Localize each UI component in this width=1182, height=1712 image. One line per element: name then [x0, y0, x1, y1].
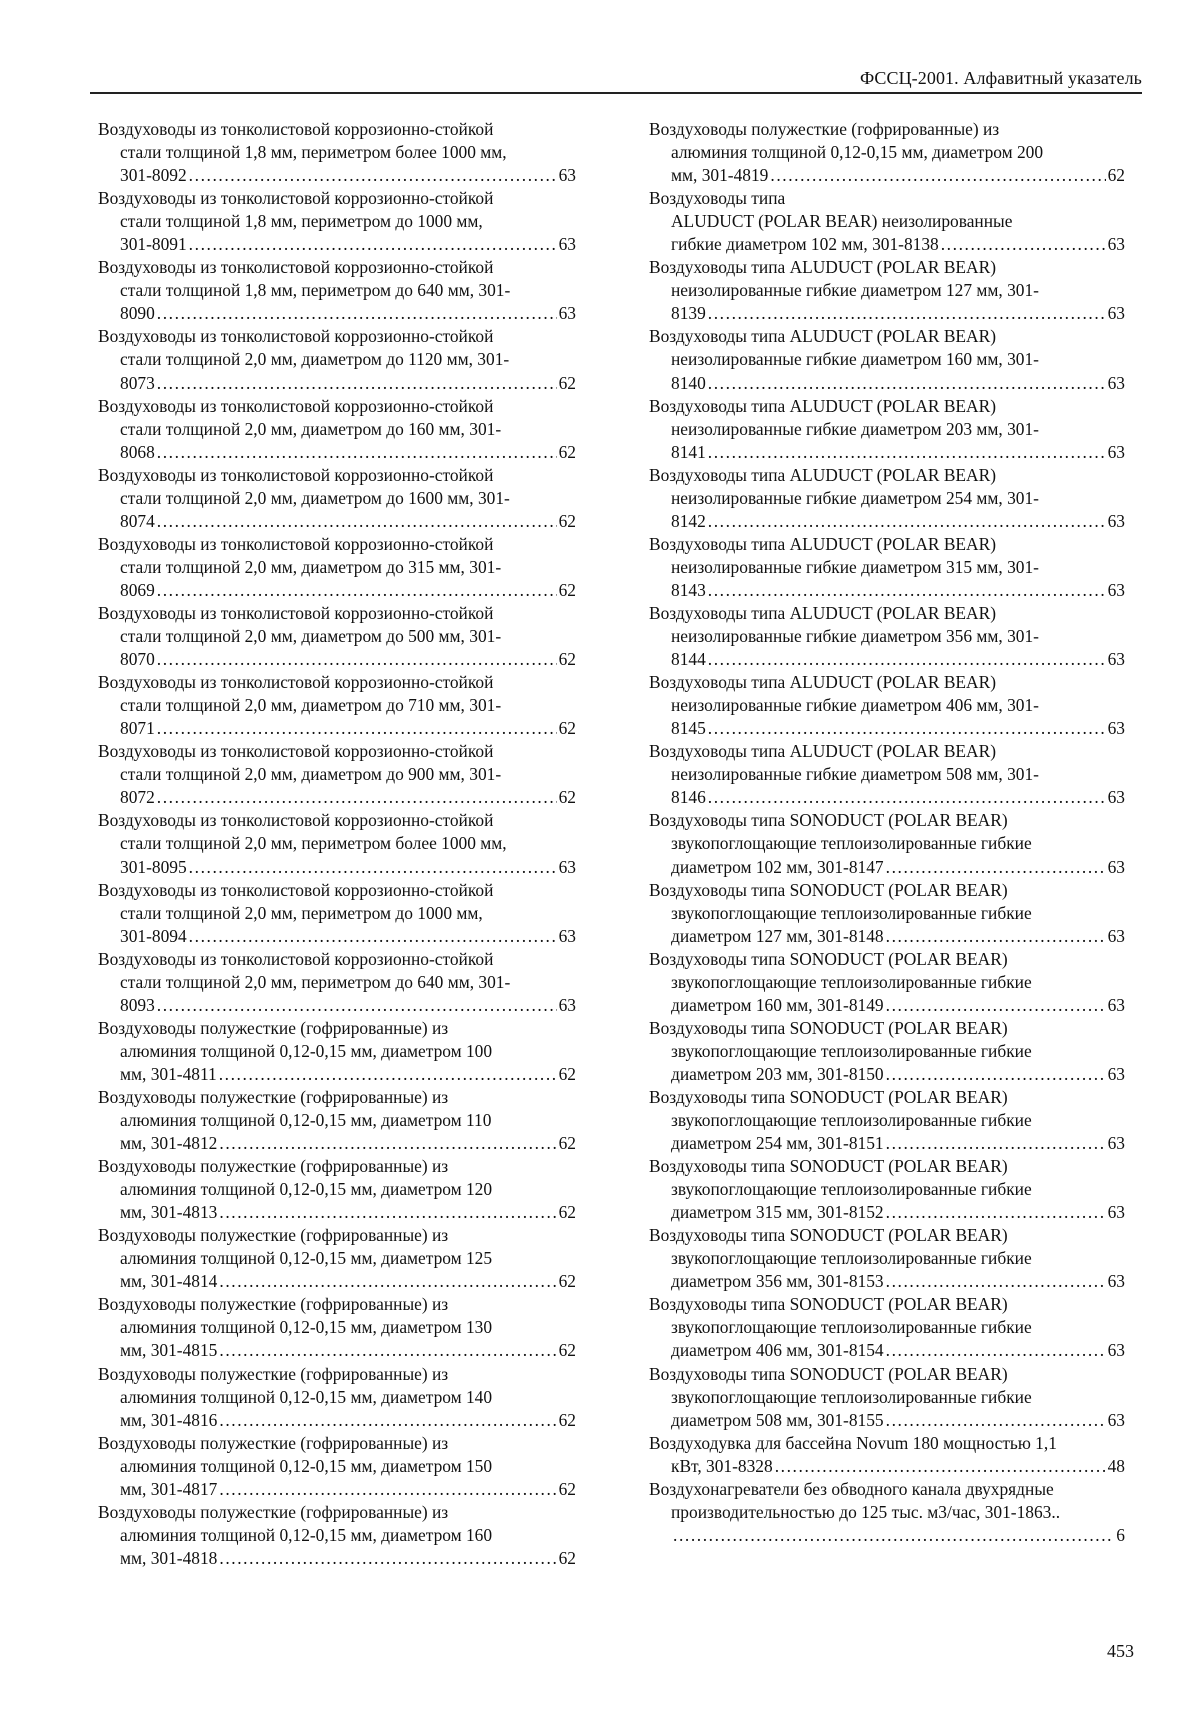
index-entry: [649, 1224, 1125, 1293]
dot-leader: [708, 372, 1106, 395]
entry-page-ref: 63: [1107, 1409, 1125, 1430]
entry-page-ref: 63: [1107, 649, 1125, 670]
entry-leader-line: [649, 1270, 1125, 1293]
entry-page-ref: 62: [1107, 165, 1125, 186]
entry-page-ref: 62: [558, 1409, 576, 1430]
index-entry: [98, 256, 576, 325]
entry-continuation: стали толщиной 1,8 мм, периметром более 1000 мм,: [120, 142, 507, 163]
index-entry: [649, 740, 1125, 809]
entry-heading: Воздухонагреватели без обводного канала двухрядные: [649, 1478, 1054, 1499]
entry-heading: Воздуховоды типа SONODUCT (POLAR BEAR): [649, 1225, 1008, 1246]
entry-page-ref: 63: [1107, 372, 1125, 393]
entry-continuation: стали толщиной 2,0 мм, диаметром до 1600 мм, 301-: [120, 487, 510, 508]
entry-page-ref: 63: [1107, 303, 1125, 324]
entry-continuation: алюминия толщиной 0,12-0,15 мм, диаметром 140: [120, 1386, 493, 1407]
entry-continuation: алюминия толщиной 0,12-0,15 мм, диаметром 160: [120, 1524, 493, 1545]
index-entry: [649, 187, 1125, 256]
entry-leader-line: [98, 579, 576, 602]
entry-code: 8143: [671, 579, 706, 600]
entry-code: 8074: [120, 510, 155, 531]
entry-continuation: звукопоглощающие теплоизолированные гибкие: [671, 902, 1032, 923]
entry-continuation: звукопоглощающие теплоизолированные гибкие: [671, 1248, 1032, 1269]
entry-continuation: стали толщиной 2,0 мм, диаметром до 900 мм, 301-: [120, 764, 502, 785]
entry-page-ref: 63: [558, 925, 576, 946]
entry-heading: Воздуховоды из тонколистовой коррозионно-стойкой: [98, 326, 494, 347]
entry-page-ref: 62: [558, 372, 576, 393]
entry-page-ref: 62: [558, 1202, 576, 1223]
index-entry: [98, 1432, 576, 1501]
entry-leader-line: [649, 1063, 1125, 1086]
entry-code: мм, 301-4811: [120, 1063, 217, 1084]
entry-continuation: звукопоглощающие теплоизолированные гибкие: [671, 1386, 1032, 1407]
entry-leader-line: [98, 1201, 576, 1224]
entry-continuation: алюминия толщиной 0,12-0,15 мм, диаметром 125: [120, 1248, 493, 1269]
entry-continuation: звукопоглощающие теплоизолированные гибкие: [671, 1317, 1032, 1338]
entry-code: 8071: [120, 718, 155, 739]
entry-code: диаметром 102 мм, 301-8147: [671, 856, 884, 877]
entry-leader-line: [98, 994, 576, 1017]
entry-heading: Воздуховоды полужесткие (гофрированные) из: [98, 1017, 449, 1038]
entry-heading: Воздуховоды типа ALUDUCT (POLAR BEAR): [649, 326, 997, 347]
entry-page-ref: 62: [558, 1478, 576, 1499]
entry-heading: Воздуховоды типа ALUDUCT (POLAR BEAR): [649, 672, 997, 693]
entry-continuation: стали толщиной 2,0 мм, периметром до 1000 мм,: [120, 902, 483, 923]
dot-leader: [673, 1524, 1114, 1547]
index-entry: [649, 1363, 1125, 1432]
dot-leader: [219, 1201, 556, 1224]
entry-code: 8093: [120, 994, 155, 1015]
entry-heading: Воздуховоды типа SONODUCT (POLAR BEAR): [649, 1294, 1008, 1315]
entry-leader-line: [649, 1524, 1125, 1547]
entry-continuation: неизолированные гибкие диаметром 508 мм, 301-: [671, 764, 1039, 785]
entry-continuation: стали толщиной 2,0 мм, диаметром до 500 мм, 301-: [120, 626, 502, 647]
entry-heading: Воздуховоды типа SONODUCT (POLAR BEAR): [649, 1156, 1008, 1177]
entry-code: диаметром 315 мм, 301-8152: [671, 1202, 884, 1223]
entry-heading: Воздуховоды полужесткие (гофрированные) из: [98, 1225, 449, 1246]
index-column-right: [649, 118, 1125, 1547]
entry-heading: Воздуховоды полужесткие (гофрированные) из: [98, 1156, 449, 1177]
entry-continuation: неизолированные гибкие диаметром 356 мм, 301-: [671, 626, 1039, 647]
dot-leader: [886, 1201, 1106, 1224]
entry-leader-line: [649, 510, 1125, 533]
dot-leader: [219, 1270, 556, 1293]
index-entry: [98, 395, 576, 464]
entry-leader-line: [98, 1132, 576, 1155]
dot-leader: [219, 1409, 556, 1432]
entry-continuation: стали толщиной 2,0 мм, периметром до 640 мм, 301-: [120, 971, 511, 992]
index-entry: [98, 740, 576, 809]
entry-leader-line: [649, 1455, 1125, 1478]
entry-heading: Воздуховоды типа SONODUCT (POLAR BEAR): [649, 1017, 1008, 1038]
entry-leader-line: [98, 1270, 576, 1293]
index-entry: [649, 464, 1125, 533]
entry-code: диаметром 160 мм, 301-8149: [671, 994, 884, 1015]
entry-code: мм, 301-4815: [120, 1340, 218, 1361]
dot-leader: [886, 1132, 1106, 1155]
index-entry: [98, 1155, 576, 1224]
entry-code: 8072: [120, 787, 155, 808]
entry-continuation: неизолированные гибкие диаметром 127 мм, 301-: [671, 280, 1039, 301]
dot-leader: [886, 1409, 1106, 1432]
index-entry: [98, 1293, 576, 1362]
dot-leader: [708, 441, 1106, 464]
entry-heading: Воздуховоды полужесткие (гофрированные) из: [98, 1432, 449, 1453]
index-entry: [98, 1363, 576, 1432]
entry-heading: Воздуховоды полужесткие (гофрированные) из: [98, 1086, 449, 1107]
entry-leader-line: [98, 1339, 576, 1362]
index-entry: [98, 533, 576, 602]
entry-continuation: неизолированные гибкие диаметром 160 мм, 301-: [671, 349, 1039, 370]
dot-leader: [941, 233, 1106, 256]
index-entry: [98, 602, 576, 671]
entry-page-ref: 63: [1107, 579, 1125, 600]
entry-page-ref: 63: [1107, 718, 1125, 739]
entry-heading: Воздуховоды типа ALUDUCT (POLAR BEAR): [649, 741, 997, 762]
entry-leader-line: [649, 1201, 1125, 1224]
dot-leader: [157, 786, 557, 809]
header-rule: [90, 92, 1142, 94]
entry-page-ref: 62: [558, 787, 576, 808]
dot-leader: [219, 1132, 556, 1155]
index-entry: [649, 809, 1125, 878]
dot-leader: [219, 1547, 556, 1570]
dot-leader: [157, 994, 557, 1017]
entry-heading: Воздуховоды из тонколистовой коррозионно-стойкой: [98, 879, 494, 900]
dot-leader: [708, 717, 1106, 740]
index-entry: [649, 325, 1125, 394]
entry-continuation: звукопоглощающие теплоизолированные гибкие: [671, 1179, 1032, 1200]
entry-page-ref: 63: [1107, 925, 1125, 946]
entry-continuation: стали толщиной 2,0 мм, диаметром до 710 мм, 301-: [120, 695, 502, 716]
entry-continuation: алюминия толщиной 0,12-0,15 мм, диаметром 130: [120, 1317, 493, 1338]
entry-leader-line: [98, 441, 576, 464]
entry-leader-line: [649, 441, 1125, 464]
index-entry: [98, 118, 576, 187]
entry-heading: Воздуховоды из тонколистовой коррозионно-стойкой: [98, 672, 494, 693]
dot-leader: [886, 1270, 1106, 1293]
dot-leader: [886, 856, 1106, 879]
entry-code: мм, 301-4812: [120, 1133, 218, 1154]
running-header: ФССЦ-2001. Алфавитный указатель: [860, 68, 1142, 88]
index-entry: [649, 533, 1125, 602]
entry-page-ref: 62: [558, 718, 576, 739]
entry-code: мм, 301-4816: [120, 1409, 218, 1430]
index-entry: [649, 118, 1125, 187]
entry-heading: Воздуховоды типа ALUDUCT (POLAR BEAR): [649, 464, 997, 485]
entry-code: 301-8095: [120, 856, 187, 877]
entry-page-ref: 6: [1116, 1524, 1125, 1545]
dot-leader: [189, 164, 557, 187]
index-entry: [98, 1017, 576, 1086]
entry-leader-line: [98, 1547, 576, 1570]
entry-leader-line: [649, 856, 1125, 879]
entry-leader-line: [98, 717, 576, 740]
entry-page-ref: 62: [558, 1547, 576, 1568]
entry-code: мм, 301-4814: [120, 1271, 218, 1292]
entry-continuation: стали толщиной 2,0 мм, периметром более 1000 мм,: [120, 833, 507, 854]
entry-heading: Воздуховоды из тонколистовой коррозионно-стойкой: [98, 948, 494, 969]
entry-page-ref: 63: [1107, 1340, 1125, 1361]
entry-page-ref: 62: [558, 649, 576, 670]
entry-heading: Воздуховоды полужесткие (гофрированные) из: [649, 119, 1000, 139]
entry-code: диаметром 254 мм, 301-8151: [671, 1133, 884, 1154]
index-entry: [98, 1224, 576, 1293]
entry-continuation: звукопоглощающие теплоизолированные гибкие: [671, 833, 1032, 854]
entry-code: 8073: [120, 372, 155, 393]
entry-heading: Воздуховоды из тонколистовой коррозионно-стойкой: [98, 741, 494, 762]
entry-page-ref: 62: [558, 510, 576, 531]
entry-code: 301-8094: [120, 925, 187, 946]
entry-code: диаметром 356 мм, 301-8153: [671, 1271, 884, 1292]
entry-leader-line: [649, 302, 1125, 325]
entry-leader-line: [98, 164, 576, 187]
dot-leader: [708, 648, 1106, 671]
entry-heading: Воздуховоды из тонколистовой коррозионно-стойкой: [98, 257, 494, 278]
dot-leader: [708, 579, 1106, 602]
entry-code: мм, 301-4818: [120, 1547, 218, 1568]
index-entry: [98, 187, 576, 256]
entry-heading: Воздуховоды типа ALUDUCT (POLAR BEAR): [649, 602, 997, 623]
entry-continuation: стали толщиной 2,0 мм, диаметром до 315 мм, 301-: [120, 556, 502, 577]
entry-continuation: неизолированные гибкие диаметром 315 мм, 301-: [671, 556, 1039, 577]
entry-heading: Воздуховоды из тонколистовой коррозионно-стойкой: [98, 810, 494, 831]
dot-leader: [708, 510, 1106, 533]
entry-leader-line: [649, 164, 1125, 187]
entry-continuation: неизолированные гибкие диаметром 203 мм, 301-: [671, 418, 1039, 439]
entry-heading: Воздуховоды из тонколистовой коррозионно-стойкой: [98, 119, 494, 139]
index-entry: [649, 256, 1125, 325]
entry-page-ref: 62: [558, 1063, 576, 1084]
entry-code: гибкие диаметром 102 мм, 301-8138: [671, 234, 939, 255]
entry-continuation: алюминия толщиной 0,12-0,15 мм, диаметром 100: [120, 1040, 493, 1061]
dot-leader: [708, 786, 1106, 809]
index-entry: [649, 1432, 1125, 1478]
entry-heading: Воздуховоды типа ALUDUCT (POLAR BEAR): [649, 533, 997, 554]
entry-leader-line: [649, 717, 1125, 740]
index-entry: [98, 671, 576, 740]
entry-code: 8146: [671, 787, 706, 808]
index-entry: [98, 879, 576, 948]
entry-page-ref: 63: [1107, 510, 1125, 531]
page-number: 453: [1107, 1641, 1134, 1661]
index-entry: [649, 948, 1125, 1017]
index-column-left: [98, 118, 576, 1570]
dot-leader: [219, 1339, 556, 1362]
entry-heading: Воздуховоды из тонколистовой коррозионно-стойкой: [98, 533, 494, 554]
dot-leader: [157, 648, 557, 671]
entry-code: 8142: [671, 510, 706, 531]
entry-heading: Воздуховоды типа SONODUCT (POLAR BEAR): [649, 1363, 1008, 1384]
entry-page-ref: 63: [1107, 1202, 1125, 1223]
entry-page-ref: 63: [1107, 787, 1125, 808]
entry-code: 8139: [671, 303, 706, 324]
entry-page-ref: 63: [1107, 994, 1125, 1015]
dot-leader: [157, 372, 557, 395]
entry-leader-line: [649, 372, 1125, 395]
index-entry: [98, 464, 576, 533]
entry-leader-line: [649, 786, 1125, 809]
entry-continuation: стали толщиной 2,0 мм, диаметром до 1120 мм, 301-: [120, 349, 510, 370]
entry-page-ref: 62: [558, 1271, 576, 1292]
entry-code: диаметром 127 мм, 301-8148: [671, 925, 884, 946]
entry-code: 8144: [671, 649, 706, 670]
dot-leader: [708, 302, 1106, 325]
entry-heading: Воздуховоды типа SONODUCT (POLAR BEAR): [649, 810, 1008, 831]
entry-page-ref: 63: [1107, 441, 1125, 462]
entry-page-ref: 63: [558, 165, 576, 186]
entry-continuation: неизолированные гибкие диаметром 406 мм, 301-: [671, 695, 1039, 716]
dot-leader: [886, 1339, 1106, 1362]
index-entry: [649, 1155, 1125, 1224]
entry-page-ref: 63: [1107, 1133, 1125, 1154]
entry-continuation: звукопоглощающие теплоизолированные гибкие: [671, 1110, 1032, 1131]
entry-code: диаметром 203 мм, 301-8150: [671, 1063, 884, 1084]
dot-leader: [886, 925, 1106, 948]
dot-leader: [157, 579, 557, 602]
dot-leader: [189, 233, 557, 256]
dot-leader: [189, 856, 557, 879]
entry-page-ref: 62: [558, 1340, 576, 1361]
entry-leader-line: [98, 233, 576, 256]
entry-page-ref: 63: [1107, 856, 1125, 877]
entry-page-ref: 48: [1107, 1455, 1125, 1476]
entry-leader-line: [649, 925, 1125, 948]
entry-code: 8141: [671, 441, 706, 462]
entry-code: диаметром 406 мм, 301-8154: [671, 1340, 884, 1361]
entry-code: мм, 301-4819: [671, 165, 769, 186]
entry-code: мм, 301-4813: [120, 1202, 218, 1223]
entry-page-ref: 63: [558, 303, 576, 324]
index-entry: [649, 879, 1125, 948]
entry-continuation: алюминия толщиной 0,12-0,15 мм, диаметром 120: [120, 1179, 493, 1200]
entry-continuation: стали толщиной 1,8 мм, периметром до 640 мм, 301-: [120, 280, 511, 301]
entry-heading: Воздуховоды полужесткие (гофрированные) из: [98, 1294, 449, 1315]
entry-heading: Воздуховоды из тонколистовой коррозионно-стойкой: [98, 188, 494, 209]
entry-leader-line: [98, 1478, 576, 1501]
entry-page-ref: 63: [558, 994, 576, 1015]
dot-leader: [157, 717, 557, 740]
entry-page-ref: 62: [558, 1133, 576, 1154]
entry-code: мм, 301-4817: [120, 1478, 218, 1499]
entry-page-ref: 63: [558, 234, 576, 255]
entry-heading: Воздуховоды типа SONODUCT (POLAR BEAR): [649, 1086, 1008, 1107]
entry-leader-line: [649, 1132, 1125, 1155]
entry-leader-line: [98, 856, 576, 879]
entry-continuation: ALUDUCT (POLAR BEAR) неизолированные: [671, 211, 1013, 232]
dot-leader: [886, 1063, 1106, 1086]
entry-leader-line: [98, 648, 576, 671]
entry-leader-line: [98, 1063, 576, 1086]
dot-leader: [189, 925, 557, 948]
index-entry: [649, 602, 1125, 671]
entry-page-ref: 63: [1107, 1063, 1125, 1084]
entry-heading: Воздуховоды полужесткие (гофрированные) из: [98, 1363, 449, 1384]
entry-page-ref: 62: [558, 441, 576, 462]
entry-page-ref: 62: [558, 579, 576, 600]
entry-continuation: алюминия толщиной 0,12-0,15 мм, диаметром 200: [671, 142, 1044, 163]
index-entry: [649, 671, 1125, 740]
entry-heading: Воздуховоды из тонколистовой коррозионно-стойкой: [98, 464, 494, 485]
entry-leader-line: [98, 1409, 576, 1432]
dot-leader: [157, 510, 557, 533]
entry-leader-line: [649, 233, 1125, 256]
entry-heading: Воздуховоды полужесткие (гофрированные) из: [98, 1501, 449, 1522]
index-entry: [98, 325, 576, 394]
index-entry: [649, 1293, 1125, 1362]
entry-page-ref: 63: [1107, 1271, 1125, 1292]
index-entry: [649, 1017, 1125, 1086]
entry-continuation: алюминия толщиной 0,12-0,15 мм, диаметром 110: [120, 1110, 492, 1131]
entry-page-ref: 63: [558, 856, 576, 877]
index-entry: [98, 1086, 576, 1155]
index-entry: [98, 809, 576, 878]
entry-page-ref: 63: [1107, 234, 1125, 255]
entry-code: 301-8091: [120, 234, 187, 255]
entry-continuation: производительностью до 125 тыс. м3/час, 301-1863..: [671, 1501, 1061, 1522]
entry-heading: Воздуховоды типа SONODUCT (POLAR BEAR): [649, 948, 1008, 969]
entry-continuation: звукопоглощающие теплоизолированные гибкие: [671, 971, 1032, 992]
entry-heading: Воздуходувка для бассейна Novum 180 мощностью 1,1: [649, 1432, 1057, 1453]
entry-leader-line: [649, 994, 1125, 1017]
dot-leader: [219, 1063, 557, 1086]
entry-heading: Воздуховоды типа ALUDUCT (POLAR BEAR): [649, 257, 997, 278]
entry-code: кВт, 301-8328: [671, 1455, 773, 1476]
dot-leader: [775, 1455, 1106, 1478]
index-entry: [649, 395, 1125, 464]
entry-leader-line: [98, 786, 576, 809]
dot-leader: [886, 994, 1106, 1017]
index-entry: [649, 1478, 1125, 1547]
entry-heading: Воздуховоды из тонколистовой коррозионно-стойкой: [98, 395, 494, 416]
entry-leader-line: [98, 925, 576, 948]
entry-leader-line: [649, 648, 1125, 671]
entry-continuation: неизолированные гибкие диаметром 254 мм, 301-: [671, 487, 1039, 508]
entry-code: 8068: [120, 441, 155, 462]
entry-heading: Воздуховоды типа ALUDUCT (POLAR BEAR): [649, 395, 997, 416]
entry-heading: Воздуховоды типа: [649, 188, 786, 209]
entry-continuation: стали толщиной 2,0 мм, диаметром до 160 мм, 301-: [120, 418, 502, 439]
entry-code: 8070: [120, 649, 155, 670]
entry-heading: Воздуховоды из тонколистовой коррозионно-стойкой: [98, 602, 494, 623]
index-entry: [98, 948, 576, 1017]
entry-code: 301-8092: [120, 165, 187, 186]
dot-leader: [770, 164, 1105, 187]
entry-code: 8145: [671, 718, 706, 739]
entry-heading: Воздуховоды типа SONODUCT (POLAR BEAR): [649, 879, 1008, 900]
entry-leader-line: [98, 302, 576, 325]
entry-code: 8090: [120, 303, 155, 324]
entry-continuation: звукопоглощающие теплоизолированные гибкие: [671, 1040, 1032, 1061]
index-entry: [649, 1086, 1125, 1155]
entry-leader-line: [98, 372, 576, 395]
dot-leader: [157, 441, 557, 464]
entry-code: 8140: [671, 372, 706, 393]
dot-leader: [219, 1478, 556, 1501]
entry-continuation: стали толщиной 1,8 мм, периметром до 1000 мм,: [120, 211, 483, 232]
entry-continuation: алюминия толщиной 0,12-0,15 мм, диаметром 150: [120, 1455, 493, 1476]
entry-leader-line: [649, 1339, 1125, 1362]
index-entry: [98, 1501, 576, 1570]
entry-leader-line: [649, 579, 1125, 602]
entry-leader-line: [649, 1409, 1125, 1432]
entry-code: диаметром 508 мм, 301-8155: [671, 1409, 884, 1430]
entry-leader-line: [98, 510, 576, 533]
entry-code: 8069: [120, 579, 155, 600]
dot-leader: [157, 302, 557, 325]
